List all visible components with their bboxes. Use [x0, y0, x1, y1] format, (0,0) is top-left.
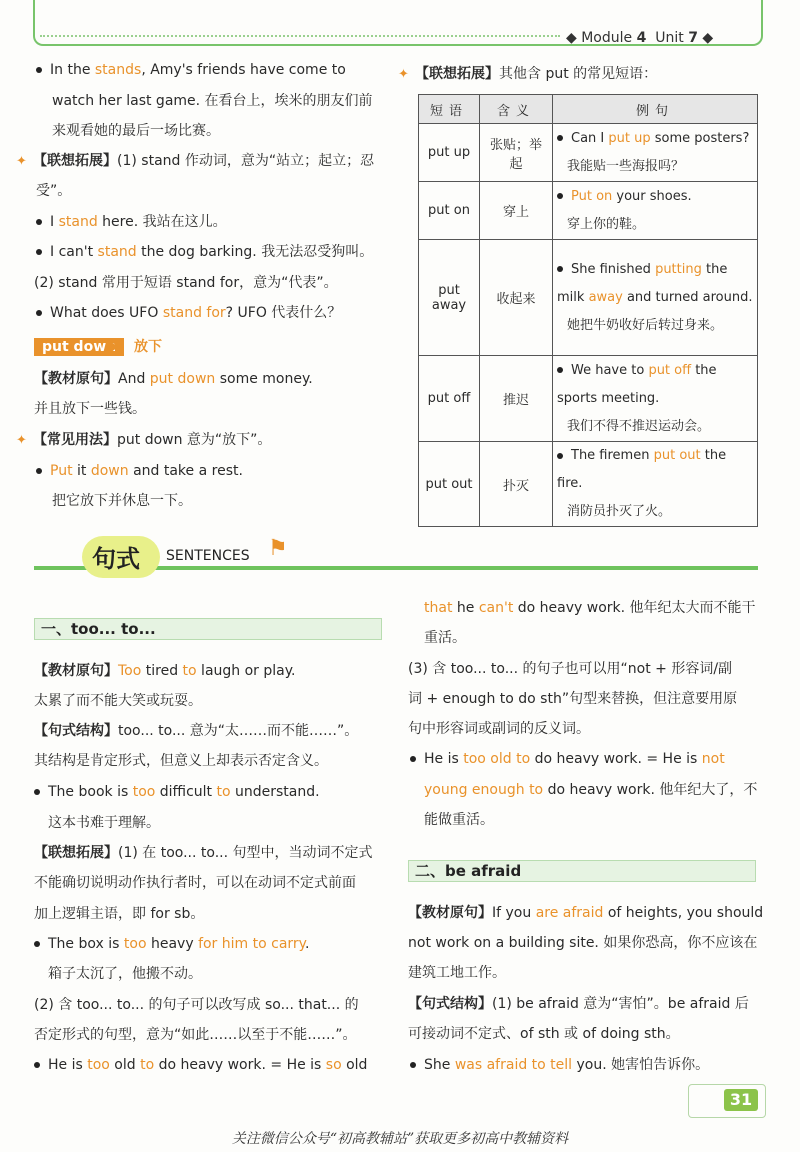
bullet-icon — [410, 1062, 416, 1068]
table-row — [419, 182, 758, 240]
table-row — [419, 442, 758, 527]
left-line: 【句式结构】too... to... 意为“太……而不能……”。 — [34, 723, 359, 739]
right-line: young enough to do heavy work. 他年纪大了，不 — [424, 782, 758, 798]
fox-icon: ✦ — [16, 433, 27, 448]
left-line: (2) stand 常用于短语 stand for，意为“代表”。 — [34, 275, 338, 291]
example-text: put out — [653, 448, 701, 463]
example-text: and turned around. — [622, 289, 753, 305]
flag-icon: ⚑ — [268, 536, 288, 561]
phrase-tag-cn: 放下 — [134, 339, 162, 355]
meaning-cell: 扑灭 — [480, 442, 553, 527]
right-line: 可接动词不定式、of sth 或 of doing sth。 — [408, 1026, 680, 1042]
bullet-icon — [36, 67, 42, 73]
left-line: 来观看她的最后一场比赛。 — [52, 123, 220, 139]
example-cell — [553, 182, 758, 240]
example-text: some posters? — [650, 130, 750, 146]
left-line: 否定形式的句型，意为“如此……以至于不能……”。 — [34, 1027, 357, 1043]
example-translation: 穿上你的鞋。 — [567, 216, 646, 232]
example-text: The firemen — [571, 448, 654, 463]
example-text: Put on — [571, 188, 613, 204]
left-line: The box is too heavy for him to carry. — [34, 934, 309, 954]
example-text: the sports meeting. — [557, 362, 717, 406]
right-line: that he can't do heavy work. 他年纪太大而不能干 — [424, 600, 756, 616]
right-intro: ✦ 【联想拓展】其他含 put 的常见短语： — [398, 66, 658, 82]
left-line: I stand here. 我站在这儿。 — [36, 212, 227, 232]
bullet-icon — [557, 266, 563, 272]
example-text: the fire. — [557, 448, 727, 491]
right-line: 词 + enough to do sth”句型来替换，但注意要用原 — [408, 691, 738, 707]
right-line: 能做重活。 — [424, 812, 494, 828]
left-line: What does UFO stand for? UFO 代表什么？ — [36, 303, 341, 323]
bullet-icon — [36, 249, 42, 255]
bullet-icon — [557, 193, 563, 199]
phrase-cell: put away — [419, 240, 480, 356]
right-line: 【句式结构】(1) be afraid 意为“害怕”。be afraid 后 — [408, 996, 749, 1012]
right-line: not work on a building site. 如果你恐高，你不应该在 — [408, 935, 758, 951]
left-line: He is too old to do heavy work. = He is so old — [34, 1055, 367, 1075]
left-line: 【教材原句】Too tired to laugh or play. — [34, 663, 296, 679]
left-line: (2) 含 too... to... 的句子可以改写成 so... that... 的 — [34, 997, 359, 1013]
phrase-tag: put down — [34, 338, 124, 356]
phrase-table — [418, 94, 758, 527]
bullet-icon — [410, 756, 416, 762]
bullet-icon — [36, 310, 42, 316]
table-header: 含义 — [480, 95, 553, 124]
bullet-icon — [36, 219, 42, 225]
table-row — [419, 356, 758, 442]
table-row — [419, 124, 758, 182]
right-line: 重活。 — [424, 630, 466, 646]
meaning-cell: 推迟 — [480, 356, 553, 442]
left-line: 把它放下并休息一下。 — [52, 493, 192, 509]
example-translation: 消防员扑灭了火。 — [567, 504, 672, 519]
tag-arrow-icon — [106, 338, 118, 356]
example-translation: 我们不得不推迟运动会。 — [567, 418, 711, 434]
phrase-cell: put out — [419, 442, 480, 527]
meaning-cell: 收起来 — [480, 240, 553, 356]
fox-icon: ✦ — [398, 67, 409, 82]
bullet-icon — [557, 367, 563, 373]
right-line: 【教材原句】If you are afraid of heights, you should — [408, 905, 764, 921]
left-line: 【联想拓展】(1) 在 too... to... 句型中，当动词不定式 — [34, 845, 373, 861]
right-line: She was afraid to tell you. 她害怕告诉你。 — [410, 1055, 709, 1075]
left-line: 这本书难于理解。 — [48, 815, 160, 831]
example-text: put up — [608, 130, 651, 146]
bullet-icon — [557, 453, 563, 459]
example-text: your shoes. — [612, 188, 692, 204]
left-line: watch her last game. 在看台上，埃米的朋友们前 — [52, 93, 373, 109]
meaning-cell: 穿上 — [480, 182, 553, 240]
left-line: 其结构是肯定形式，但意义上却表示否定含义。 — [34, 753, 328, 769]
bullet-icon — [34, 941, 40, 947]
example-translation: 她把牛奶收好后转过身来。 — [567, 317, 724, 333]
page-number: 31 — [724, 1089, 758, 1111]
example-translation: 我能贴一些海报吗？ — [567, 158, 685, 174]
left-line: Put it down and take a rest. — [36, 461, 243, 481]
bullet-icon — [34, 1062, 40, 1068]
meaning-cell: 张贴；举起 — [480, 124, 553, 182]
left-line: I can't stand the dog barking. 我无法忍受狗叫。 — [36, 242, 373, 262]
example-cell — [553, 124, 758, 182]
fox-icon: ✦ — [16, 154, 27, 169]
table-header: 短语 — [419, 95, 480, 124]
header-dotted-line — [40, 35, 560, 37]
left-line: 太累了而不能大笑或玩耍。 — [34, 693, 202, 709]
section-heading: 二、be afraid — [408, 860, 756, 882]
footer-note: 关注微信公众号“初高教辅站”获取更多初高中教辅资料 — [231, 1131, 569, 1147]
example-cell — [553, 442, 758, 527]
left-line: 加上逻辑主语，即 for sb。 — [34, 906, 205, 922]
right-line: 句中形容词或副词的反义词。 — [408, 721, 590, 737]
phrase-cell: put up — [419, 124, 480, 182]
example-text: put off — [648, 362, 692, 378]
section-heading: 一、too... to... — [34, 618, 382, 640]
left-line: In the stands, Amy's friends have come to — [36, 60, 346, 80]
table-header-row — [419, 95, 758, 124]
example-text: She finished — [571, 261, 656, 277]
example-text: We have to — [571, 362, 649, 378]
left-line: 并且放下一些钱。 — [34, 401, 146, 417]
example-text: Can I — [571, 130, 609, 146]
left-line: 【教材原句】And put down some money. — [34, 371, 313, 387]
left-line: 不能确切说明动作执行者时，可以在动词不定式前面 — [34, 875, 356, 891]
phrase-cell: put on — [419, 182, 480, 240]
header-module-unit: ◆ Module 4 Unit 7 ◆ — [566, 30, 714, 46]
sentences-title-en: SENTENCES — [166, 548, 250, 564]
left-line: The book is too difficult to understand. — [34, 782, 320, 802]
example-text: away — [588, 289, 623, 305]
left-line: 受”。 — [36, 183, 72, 199]
bullet-icon — [34, 789, 40, 795]
phrase-cell: put off — [419, 356, 480, 442]
bullet-icon — [36, 468, 42, 474]
left-line: ✦ 【常见用法】put down 意为“放下”。 — [16, 432, 272, 448]
table-header: 例句 — [553, 95, 758, 124]
example-text: putting — [655, 261, 702, 277]
sentences-title-cn: 句式 — [92, 545, 140, 573]
left-line: 箱子太沉了，他搬不动。 — [48, 966, 202, 982]
bullet-icon — [557, 135, 563, 141]
left-line: ✦ 【联想拓展】(1) stand 作动词，意为“站立；起立；忍 — [16, 153, 375, 169]
right-line: (3) 含 too... to... 的句子也可以用“not + 形容词/副 — [408, 661, 733, 677]
table-row — [419, 240, 758, 356]
example-cell — [553, 356, 758, 442]
right-line: 建筑工地工作。 — [408, 965, 506, 981]
example-cell — [553, 240, 758, 356]
right-line: He is too old to do heavy work. = He is not — [410, 749, 725, 769]
example-text: the milk — [557, 261, 728, 305]
